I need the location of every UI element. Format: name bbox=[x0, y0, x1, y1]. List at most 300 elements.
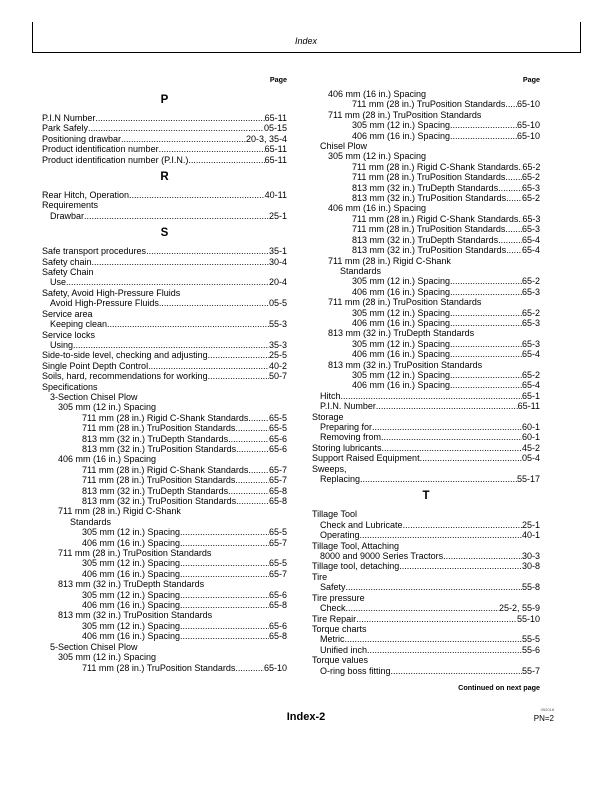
dot-leader bbox=[382, 443, 522, 453]
index-entry-page: 65-11 bbox=[264, 154, 287, 165]
index-heading: Storage bbox=[312, 411, 344, 422]
index-entry-label: 406 mm (16 in.) Spacing bbox=[82, 600, 181, 611]
index-entry bbox=[312, 443, 540, 453]
index-heading: Tillage Tool, Attaching bbox=[312, 540, 400, 551]
index-entry-label: Safe transport procedures bbox=[42, 246, 147, 257]
index-entry-label: 813 mm (32 in.) TruPosition Standards bbox=[352, 193, 507, 204]
index-entry-page: 65-8 bbox=[268, 485, 287, 496]
index-entry-label: Using bbox=[50, 339, 74, 350]
index-entry-label: Check and Lubricate bbox=[320, 519, 403, 530]
index-entry-page: 40-2 bbox=[268, 360, 287, 371]
dot-leader bbox=[180, 621, 269, 631]
dot-leader bbox=[505, 172, 522, 182]
index-entry-label: 711 mm (28 in.) TruPosition Standards bbox=[352, 99, 506, 110]
index-heading: Safety, Avoid High-Pressure Fluids bbox=[42, 287, 181, 298]
dot-leader bbox=[372, 422, 522, 432]
index-entry bbox=[42, 190, 287, 200]
index-entry bbox=[42, 569, 287, 579]
index-entry bbox=[312, 401, 540, 411]
index-entry-label: 711 mm (28 in.) TruPosition Standards bbox=[352, 224, 506, 235]
dot-leader bbox=[360, 474, 517, 484]
index-entry bbox=[42, 211, 287, 221]
index-entry-page: 65-3 bbox=[521, 182, 540, 193]
index-heading: 406 mm (16 in.) Spacing bbox=[58, 454, 157, 465]
dot-leader bbox=[235, 423, 269, 433]
index-entry bbox=[42, 600, 287, 610]
index-entry-label: Hitch bbox=[320, 390, 341, 401]
index-entry-label: 813 mm (32 in.) TruDepth Standards bbox=[82, 433, 229, 444]
index-entry-page: 65-3 bbox=[522, 213, 541, 224]
section-letter: P bbox=[160, 94, 169, 106]
pn-number: PN=2 bbox=[533, 714, 554, 723]
index-heading: 406 mm (16 in.) Spacing bbox=[328, 203, 427, 214]
index-entry-page: 25-1 bbox=[268, 210, 287, 221]
index-entry-page: 65-3 bbox=[521, 224, 540, 235]
index-heading: Standards bbox=[70, 516, 112, 527]
index-entry-page: 55-10 bbox=[516, 613, 540, 624]
dot-leader bbox=[506, 193, 522, 203]
index-entry-page: 65-5 bbox=[268, 412, 287, 423]
index-entry bbox=[312, 245, 540, 255]
index-entry-page: 65-2 bbox=[521, 276, 540, 287]
index-entry-label: 305 mm (12 in.) Spacing bbox=[82, 527, 181, 538]
index-entry bbox=[312, 422, 540, 432]
index-entry-label: 406 mm (16 in.) Spacing bbox=[352, 317, 451, 328]
index-entry-page: 65-6 bbox=[268, 589, 287, 600]
index-entry bbox=[42, 496, 287, 506]
dot-leader bbox=[235, 475, 269, 485]
dot-leader bbox=[180, 569, 269, 579]
index-entry-page: 30-3 bbox=[521, 551, 540, 562]
index-entry bbox=[312, 339, 540, 349]
index-entry-label: 711 mm (28 in.) Rigid C-Shank Standards bbox=[82, 464, 249, 475]
index-heading: Service area bbox=[42, 308, 93, 319]
index-entry-page: 25-5 bbox=[268, 350, 287, 361]
index-entry-label: Single Point Depth Control bbox=[42, 360, 149, 371]
index-entry bbox=[312, 224, 540, 234]
index-heading: Specifications bbox=[42, 381, 98, 392]
index-heading: 813 mm (32 in.) TruDepth Standards bbox=[58, 579, 205, 590]
index-entry bbox=[42, 621, 287, 631]
index-entry-label: 305 mm (12 in.) Spacing bbox=[352, 338, 451, 349]
dot-leader bbox=[346, 582, 522, 592]
index-entry-label: 305 mm (12 in.) Spacing bbox=[352, 369, 451, 380]
dot-leader bbox=[403, 520, 522, 530]
index-entry bbox=[42, 434, 287, 444]
dot-leader bbox=[450, 120, 517, 130]
index-entry-page: 05-4 bbox=[521, 453, 540, 464]
index-entry-page: 65-2 bbox=[521, 193, 540, 204]
index-entry bbox=[42, 423, 287, 433]
dot-leader bbox=[381, 432, 522, 442]
index-entry-label: Safety chain bbox=[42, 256, 92, 267]
index-entry-page: 55-5 bbox=[521, 634, 540, 645]
index-entry-label: Removing from bbox=[320, 432, 382, 443]
dot-leader bbox=[95, 113, 264, 123]
index-entry-label: Rear Hitch, Operation bbox=[42, 190, 130, 201]
header-rule bbox=[32, 52, 581, 53]
index-entry-label: 406 mm (16 in.) Spacing bbox=[352, 286, 451, 297]
index-entry-label: 406 mm (16 in.) Spacing bbox=[352, 349, 451, 360]
index-entry-page: 55-7 bbox=[521, 665, 540, 676]
dot-leader bbox=[341, 391, 522, 401]
index-entry bbox=[312, 432, 540, 442]
index-heading: 813 mm (32 in.) TruPosition Standards bbox=[58, 610, 213, 621]
index-entry-page: 35-1 bbox=[268, 246, 287, 257]
index-entry-page: 35-3 bbox=[268, 339, 287, 350]
index-entry-label: O-ring boss fitting bbox=[320, 665, 391, 676]
dot-leader bbox=[208, 350, 269, 360]
index-entry bbox=[42, 371, 287, 381]
index-entry-label: Avoid High-Pressure Fluids bbox=[50, 298, 159, 309]
index-entry bbox=[312, 193, 540, 203]
index-heading: Service locks bbox=[42, 329, 96, 340]
index-entry bbox=[312, 453, 540, 463]
index-heading: Tillage Tool bbox=[312, 509, 358, 520]
index-entry-page: 65-4 bbox=[521, 349, 540, 360]
index-entry-page: 65-4 bbox=[521, 245, 540, 256]
dot-leader bbox=[498, 183, 522, 193]
index-entry bbox=[42, 663, 287, 673]
index-entry bbox=[42, 413, 287, 423]
index-entry-label: 406 mm (16 in.) Spacing bbox=[82, 537, 181, 548]
dot-leader bbox=[360, 530, 522, 540]
index-entry-label: 711 mm (28 in.) Rigid C-Shank Standards bbox=[352, 161, 519, 172]
index-entry-page: 65-1 bbox=[521, 390, 540, 401]
index-entry-label: 813 mm (32 in.) TruPosition Standards bbox=[352, 245, 507, 256]
index-heading: 305 mm (12 in.) Spacing bbox=[58, 652, 157, 663]
index-entry bbox=[42, 134, 287, 144]
index-entry-label: Product identification number bbox=[42, 144, 159, 155]
index-entry-label: 813 mm (32 in.) TruPosition Standards bbox=[82, 443, 237, 454]
index-entry bbox=[42, 486, 287, 496]
index-entry-label: 406 mm (16 in.) Spacing bbox=[352, 130, 451, 141]
dot-leader bbox=[498, 235, 522, 245]
index-entry bbox=[42, 538, 287, 548]
index-entry-label: Tillage tool, detaching bbox=[312, 561, 400, 572]
page-column-label: Page bbox=[522, 75, 540, 84]
index-entry bbox=[312, 634, 540, 644]
index-entry-label: 406 mm (16 in.) Spacing bbox=[82, 568, 181, 579]
index-entry-page: 65-3 bbox=[521, 286, 540, 297]
index-entry-page: 65-8 bbox=[268, 496, 287, 506]
index-entry-page: 55-17 bbox=[516, 474, 540, 485]
index-entry-label: 711 mm (28 in.) Rigid C-Shank Standards bbox=[352, 213, 519, 224]
index-entry-page: 65-11 bbox=[264, 113, 287, 123]
index-entry-page: 65-11 bbox=[264, 144, 287, 155]
dot-leader bbox=[450, 318, 522, 328]
index-entry-page: 05-5 bbox=[268, 298, 287, 309]
dot-leader bbox=[148, 361, 269, 371]
dot-leader bbox=[84, 211, 269, 221]
index-heading: Torque values bbox=[312, 655, 369, 666]
index-entry bbox=[312, 603, 540, 613]
index-entry-label: 711 mm (28 in.) TruPosition Standards bbox=[82, 423, 236, 434]
dot-leader bbox=[88, 123, 264, 133]
index-entry-page: 65-3 bbox=[521, 338, 540, 349]
index-entry bbox=[312, 276, 540, 286]
section-letter: T bbox=[422, 490, 430, 503]
index-entry bbox=[42, 257, 287, 267]
index-entry bbox=[312, 520, 540, 530]
dot-leader bbox=[180, 527, 269, 537]
dot-leader bbox=[356, 614, 517, 624]
index-entry-page: 65-7 bbox=[268, 568, 287, 579]
dot-leader bbox=[391, 666, 522, 676]
index-entry-page: 40-11 bbox=[264, 190, 287, 201]
index-entry bbox=[42, 631, 287, 641]
index-entry-page: 65-8 bbox=[268, 631, 287, 642]
dot-leader bbox=[346, 603, 499, 613]
index-heading: Torque charts bbox=[312, 623, 367, 634]
index-entry-page: 65-2 bbox=[521, 307, 540, 318]
page-column-label: Page bbox=[269, 75, 287, 84]
index-heading: Chisel Plow bbox=[320, 141, 368, 152]
index-entry bbox=[312, 530, 540, 540]
index-entry-label: 711 mm (28 in.) TruPosition Standards bbox=[82, 662, 236, 673]
dot-leader bbox=[236, 496, 269, 506]
index-entry-label: Keeping clean bbox=[50, 319, 108, 330]
index-entry bbox=[312, 391, 540, 401]
dot-leader bbox=[506, 245, 522, 255]
index-entry-label: Side-to-side level, checking and adjusting bbox=[42, 350, 208, 361]
index-entry-page: 65-3 bbox=[521, 317, 540, 328]
index-entry-page: 40-1 bbox=[521, 530, 540, 541]
index-entry bbox=[312, 287, 540, 297]
index-heading: Safety Chain bbox=[42, 267, 94, 278]
index-entry-label: 813 mm (32 in.) TruPosition Standards bbox=[82, 496, 237, 506]
index-heading: 711 mm (28 in.) TruPosition Standards bbox=[58, 548, 212, 559]
index-heading: 3-Section Chisel Plow bbox=[50, 391, 138, 402]
dot-leader bbox=[73, 340, 269, 350]
dot-leader bbox=[450, 287, 522, 297]
index-entry-label: 711 mm (28 in.) TruPosition Standards bbox=[82, 475, 236, 486]
index-entry bbox=[42, 465, 287, 475]
index-entry-label: P.I.N Number bbox=[42, 113, 96, 123]
dot-leader bbox=[159, 144, 265, 154]
index-entry bbox=[312, 172, 540, 182]
index-entry bbox=[312, 235, 540, 245]
dot-leader bbox=[107, 319, 269, 329]
index-entry bbox=[312, 614, 540, 624]
index-entry-label: Replacing bbox=[320, 474, 361, 485]
section-letter: R bbox=[160, 171, 169, 184]
dot-leader bbox=[450, 276, 522, 286]
index-entry bbox=[312, 318, 540, 328]
index-entry bbox=[42, 155, 287, 165]
index-entry-page: 55-3 bbox=[268, 319, 287, 330]
dot-leader bbox=[180, 558, 269, 568]
index-entry-label: Tire Repair bbox=[312, 613, 357, 624]
index-entry bbox=[312, 131, 540, 141]
index-entry bbox=[312, 214, 540, 224]
index-entry-label: 406 mm (16 in.) Spacing bbox=[352, 380, 451, 391]
dot-leader bbox=[180, 600, 269, 610]
dot-leader bbox=[208, 371, 269, 381]
index-entry-page: 25-2, 55-9 bbox=[498, 603, 540, 614]
index-heading: 5-Section Chisel Plow bbox=[50, 641, 138, 652]
dot-leader bbox=[399, 561, 522, 571]
index-entry-page: 65-10 bbox=[516, 120, 540, 131]
dot-leader bbox=[159, 298, 269, 308]
index-entry-label: Metric bbox=[320, 634, 345, 645]
index-entry-page: 65-8 bbox=[268, 600, 287, 611]
dot-leader bbox=[180, 590, 269, 600]
index-entry bbox=[42, 340, 287, 350]
dot-leader bbox=[420, 453, 522, 463]
index-entry bbox=[312, 551, 540, 561]
index-entry-label: 305 mm (12 in.) Spacing bbox=[82, 589, 181, 600]
index-heading: 305 mm (12 in.) Spacing bbox=[58, 402, 157, 413]
index-entry-page: 20-3, 35-4 bbox=[245, 133, 287, 144]
dot-leader bbox=[345, 634, 522, 644]
index-entry bbox=[312, 561, 540, 571]
index-heading: Standards bbox=[340, 265, 382, 276]
index-entry-label: 711 mm (28 in.) Rigid C-Shank Standards bbox=[82, 412, 249, 423]
index-entry-page: 30-4 bbox=[268, 256, 287, 267]
index-entry bbox=[42, 361, 287, 371]
dot-leader bbox=[92, 257, 269, 267]
index-entry-page: 45-2 bbox=[521, 442, 540, 453]
dot-leader bbox=[236, 444, 269, 454]
index-entry bbox=[42, 590, 287, 600]
continued-note: Continued on next page bbox=[458, 683, 540, 692]
dot-leader bbox=[188, 155, 264, 165]
index-entry-label: Operating bbox=[320, 530, 360, 541]
index-heading: 711 mm (28 in.) TruPosition Standards bbox=[328, 109, 482, 120]
dot-leader bbox=[376, 401, 518, 411]
dot-leader bbox=[180, 631, 269, 641]
page-number: Index-2 bbox=[286, 711, 326, 723]
index-heading: 711 mm (28 in.) Rigid C-Shank bbox=[328, 255, 451, 266]
dot-leader bbox=[248, 413, 269, 423]
index-entry-page: 65-10 bbox=[516, 99, 540, 110]
dot-leader bbox=[450, 380, 522, 390]
index-entry-page: 65-6 bbox=[268, 620, 287, 631]
index-entry-page: 65-6 bbox=[268, 443, 287, 454]
index-entry-page: 25-1 bbox=[521, 519, 540, 530]
dot-leader bbox=[443, 551, 522, 561]
index-column-left bbox=[42, 74, 287, 673]
index-heading: 711 mm (28 in.) Rigid C-Shank bbox=[58, 506, 181, 517]
index-entry-page: 65-10 bbox=[516, 130, 540, 141]
index-entry-page: 65-6 bbox=[268, 433, 287, 444]
index-entry-page: 50-7 bbox=[268, 371, 287, 382]
dot-leader bbox=[180, 538, 269, 548]
document-code: 052018 bbox=[540, 707, 554, 712]
index-entry-page: 65-11 bbox=[517, 401, 540, 412]
index-entry-page: 65-10 bbox=[263, 662, 287, 673]
index-entry-page: 65-7 bbox=[268, 537, 287, 548]
index-entry-label: Use bbox=[50, 277, 67, 288]
dot-leader bbox=[450, 370, 522, 380]
index-heading: 813 mm (32 in.) TruPosition Standards bbox=[328, 359, 483, 370]
index-entry-label: 8000 and 9000 Series Tractors bbox=[320, 551, 444, 562]
index-entry-page: 65-4 bbox=[521, 380, 540, 391]
dot-leader bbox=[505, 224, 522, 234]
index-entry-label: Positioning drawbar bbox=[42, 133, 122, 144]
index-entry-label: 305 mm (12 in.) Spacing bbox=[82, 620, 181, 631]
index-entry-page: 20-4 bbox=[268, 277, 287, 288]
index-entry bbox=[42, 444, 287, 454]
index-entry bbox=[42, 298, 287, 308]
index-entry-page: 55-6 bbox=[521, 644, 540, 655]
index-entry-page: 30-8 bbox=[521, 561, 540, 572]
dot-leader bbox=[367, 645, 522, 655]
dot-leader bbox=[228, 434, 269, 444]
index-entry-label: 305 mm (12 in.) Spacing bbox=[352, 307, 451, 318]
index-entry-label: 813 mm (32 in.) TruDepth Standards bbox=[82, 485, 229, 496]
index-entry-page: 65-7 bbox=[268, 475, 287, 486]
header-title: Index bbox=[294, 36, 318, 46]
dot-leader bbox=[450, 308, 522, 318]
index-entry bbox=[42, 123, 287, 133]
index-entry bbox=[42, 350, 287, 360]
dot-leader bbox=[450, 131, 517, 141]
index-entry-label: Storing lubricants bbox=[312, 442, 382, 453]
index-entry bbox=[312, 162, 540, 172]
index-entry-page: 65-2 bbox=[522, 161, 541, 172]
index-entry-page: 65-7 bbox=[268, 464, 287, 475]
index-entry-label: P.I.N. Number bbox=[320, 401, 376, 412]
index-entry bbox=[42, 113, 287, 123]
index-entry bbox=[42, 144, 287, 154]
index-entry-page: 60-1 bbox=[521, 432, 540, 443]
index-entry bbox=[312, 474, 540, 484]
index-entry bbox=[312, 99, 540, 109]
index-entry bbox=[312, 120, 540, 130]
index-entry-page: 65-2 bbox=[521, 369, 540, 380]
index-heading: 813 mm (32 in.) TruDepth Standards bbox=[328, 328, 475, 339]
dot-leader bbox=[146, 246, 269, 256]
index-entry-label: Check bbox=[320, 603, 346, 614]
dot-leader bbox=[450, 339, 522, 349]
index-entry-label: 305 mm (12 in.) Spacing bbox=[352, 120, 451, 131]
index-entry-label: Drawbar bbox=[50, 210, 85, 221]
index-heading: Tire bbox=[312, 571, 328, 582]
index-entry bbox=[312, 370, 540, 380]
dot-leader bbox=[450, 349, 522, 359]
index-entry-page: 65-5 bbox=[268, 527, 287, 538]
index-entry-label: 406 mm (16 in.) Spacing bbox=[82, 631, 181, 642]
index-heading: 305 mm (12 in.) Spacing bbox=[328, 151, 427, 162]
index-entry bbox=[42, 527, 287, 537]
index-entry bbox=[312, 666, 540, 676]
index-entry bbox=[312, 349, 540, 359]
dot-leader bbox=[66, 277, 269, 287]
index-heading: 406 mm (16 in.) Spacing bbox=[328, 89, 427, 99]
index-heading: 711 mm (28 in.) TruPosition Standards bbox=[328, 297, 482, 308]
index-entry-label: Unified inch bbox=[320, 644, 368, 655]
index-entry-page: 65-2 bbox=[521, 172, 540, 183]
index-heading: Sweeps, bbox=[312, 463, 347, 474]
index-entry-label: Product identification number (P.I.N.) bbox=[42, 154, 189, 165]
index-entry-label: Safety bbox=[320, 582, 346, 593]
index-entry-label: 305 mm (12 in.) Spacing bbox=[82, 558, 181, 569]
index-entry bbox=[312, 380, 540, 390]
index-entry-label: 813 mm (32 in.) TruDepth Standards bbox=[352, 234, 499, 245]
index-entry bbox=[42, 558, 287, 568]
index-entry-page: 65-4 bbox=[521, 234, 540, 245]
index-entry-label: Preparing for bbox=[320, 422, 373, 432]
index-entry bbox=[42, 277, 287, 287]
index-column-right bbox=[312, 74, 540, 676]
index-entry-label: Park Safely bbox=[42, 123, 89, 134]
index-entry-label: 813 mm (32 in.) TruDepth Standards bbox=[352, 182, 499, 193]
index-entry bbox=[42, 319, 287, 329]
dot-leader bbox=[129, 190, 265, 200]
index-entry-page: 55-8 bbox=[521, 582, 540, 593]
